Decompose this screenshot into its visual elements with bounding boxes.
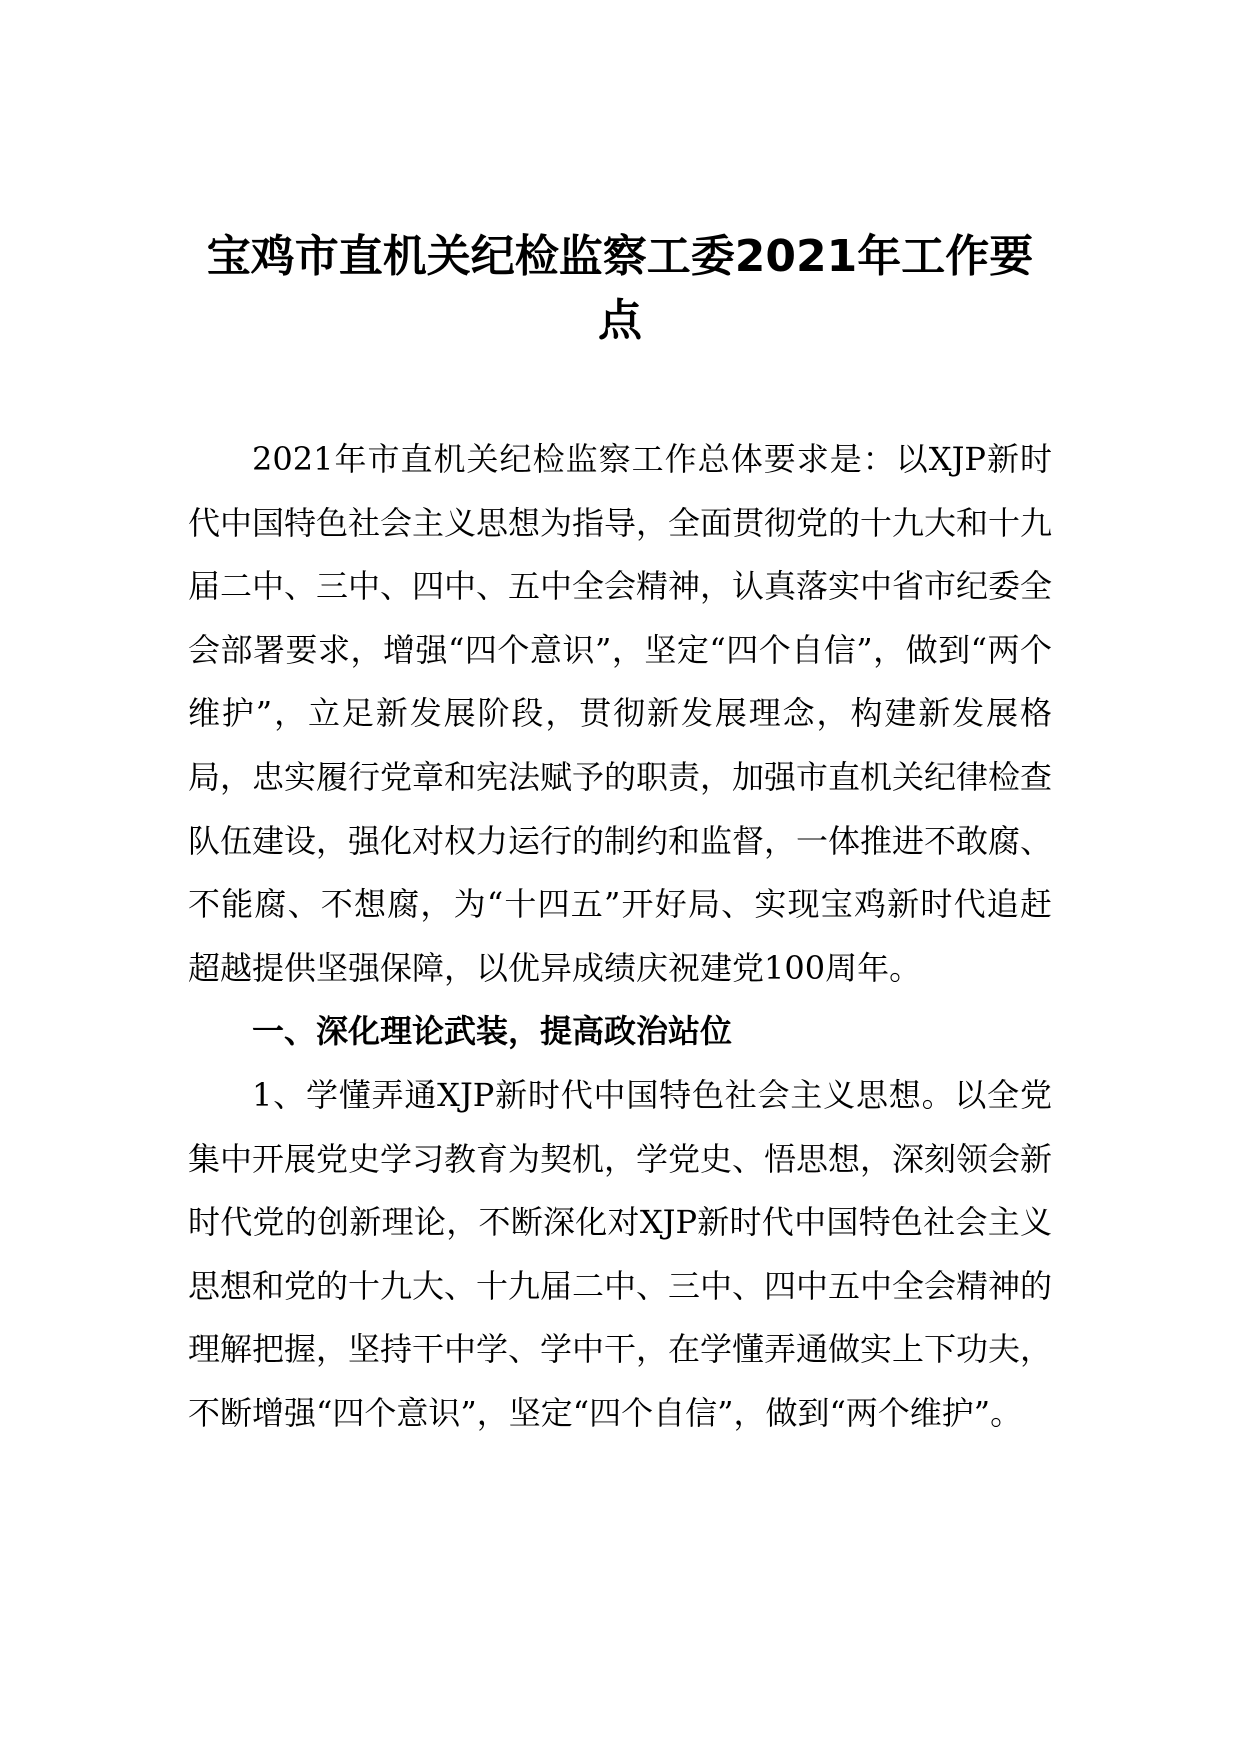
document-body [188,428,1052,1446]
document-title: 宝鸡市直机关纪检监察工委2021年工作要点 [206,231,1034,346]
section-heading: 一、深化理论武装，提高政治站位 [252,1012,733,1051]
intro-paragraph: 2021年市直机关纪检监察工作总体要求是：以XJP新时代中国特色社会主义思想为指导，全面贯彻党的十九大和十九届二中、三中、四中、五中全会精神，认真落实中省市纪委全会部署要求，增强“四个意识”，坚定“四个自信”，做到“两个维护”，立足新发展阶段，贯彻新发展理念，构建新发展格局，忠实履行党章和宪法赋予的职责，加强市直机关纪律检查队伍建设，强化对权力运行的制约和监督，一体推进不敢腐、不能腐、不想腐，为“十四五”开好局、实现宝鸡新时代追赶超越提供坚强保障，以优异成绩庆祝建党100周年。 [188,440,1053,987]
item-paragraph: 1、学懂弄通XJP新时代中国特色社会主义思想。以全党集中开展党史学习教育为契机，学党史、悟思想，深刻领会新时代党的创新理论，不断深化对XJP新时代中国特色社会主义思想和党的十九大、十九届二中、三中、四中五中全会精神的理解把握，坚持干中学、学中干，在学懂弄通做实上下功夫，不断增强“四个意识”，坚定“四个自信”，做到“两个维护”。 [188,1075,1053,1432]
